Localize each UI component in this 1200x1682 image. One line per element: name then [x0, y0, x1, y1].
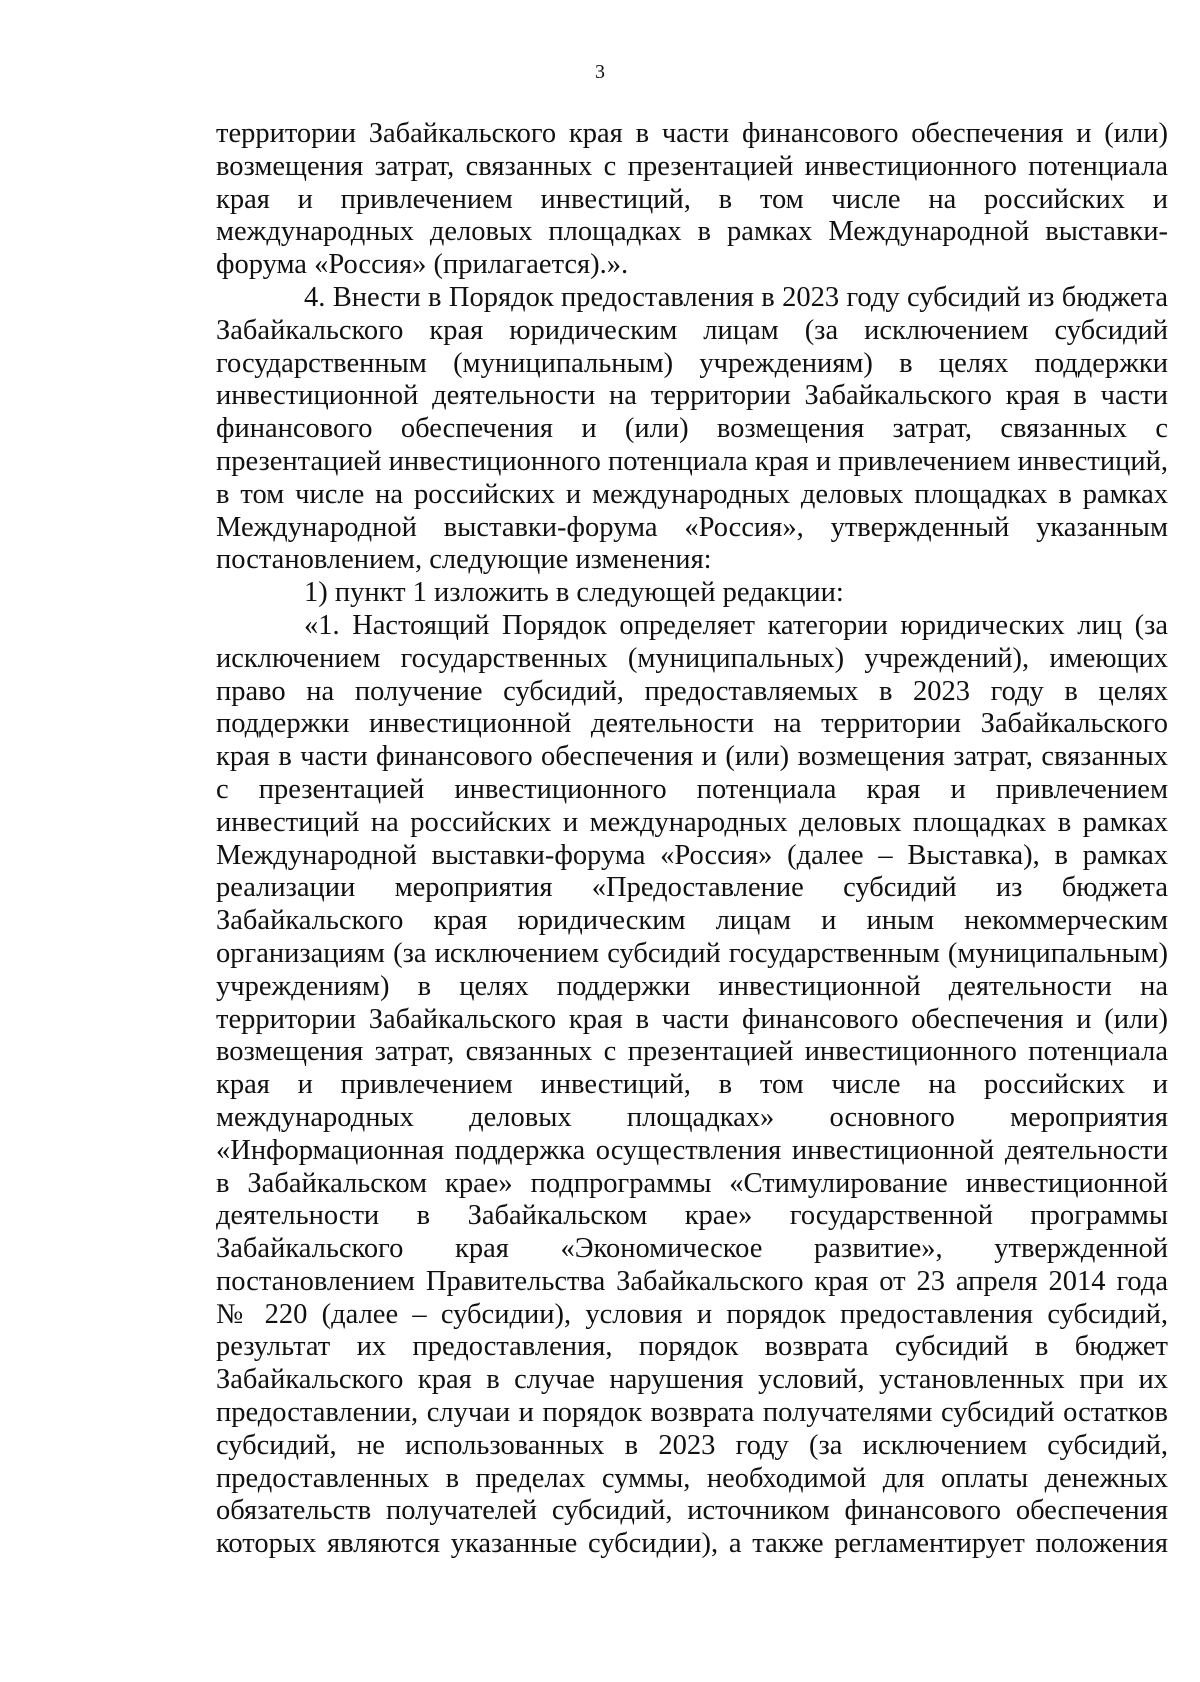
text-line: возмещения затрат, связанных с презентацией инвестиционного потенциала: [216, 150, 1168, 182]
text-line: результат их предоставления, порядок возврата субсидий в бюджет: [216, 1331, 1168, 1363]
text-line: право на получение субсидий, предоставляемых в 2023 году в целях: [216, 675, 1168, 707]
text-line: Забайкальского края «Экономическое развитие», утвержденной: [216, 1233, 1168, 1265]
text-line: учреждениям) в целях поддержки инвестиционной деятельности на: [216, 970, 1168, 1002]
text-line: Забайкальского края юридическим лицам и иным некоммерческим: [216, 905, 1168, 937]
text-line: международных деловых площадках» основного мероприятия: [216, 1101, 1168, 1133]
text-line: исключением государственных (муниципальных) учреждений), имеющих: [216, 642, 1168, 674]
text-line: субсидий, не использованных в 2023 году (за исключением субсидий,: [216, 1429, 1168, 1461]
text-line: края в части финансового обеспечения и (или) возмещения затрат, связанных: [216, 741, 1168, 773]
text-line: Международной выставки-форума «Россия», утвержденный указанным: [216, 511, 1168, 543]
text-line: края и привлечением инвестиций, в том числе на российских и: [216, 183, 1168, 215]
text-line: организациям (за исключением субсидий государственным (муниципальным): [216, 937, 1168, 969]
text-line: № 220 (далее – субсидии), условия и порядок предоставления субсидий,: [216, 1298, 1168, 1330]
text-line: «1. Настоящий Порядок определяет категории юридических лиц (за: [304, 609, 1168, 641]
document-body: [216, 118, 1168, 1561]
text-line: территории Забайкальского края в части финансового обеспечения и (или): [216, 1003, 1168, 1035]
text-line: форума «Россия» (прилагается).».: [216, 249, 629, 281]
text-line: реализации мероприятия «Предоставление субсидий из бюджета: [216, 872, 1168, 904]
text-line: предоставленных в пределах суммы, необходимой для оплаты денежных: [216, 1462, 1168, 1494]
text-line: с презентацией инвестиционного потенциала края и привлечением: [216, 773, 1168, 805]
text-line: постановлением, следующие изменения:: [216, 544, 712, 576]
text-line: презентацией инвестиционного потенциала края и привлечением инвестиций,: [216, 445, 1168, 477]
text-line: постановлением Правительства Забайкальского края от 23 апреля 2014 года: [216, 1265, 1168, 1297]
text-line: края и привлечением инвестиций, в том числе на российских и: [216, 1069, 1168, 1101]
text-line: Международной выставки-форума «Россия» (далее – Выставка), в рамках: [216, 839, 1168, 871]
text-line: деятельности в Забайкальском крае» государственной программы: [216, 1200, 1168, 1232]
text-line: 4. Внести в Порядок предоставления в 2023 году субсидий из бюджета: [304, 281, 1168, 313]
text-line: государственным (муниципальным) учреждениям) в целях поддержки: [216, 347, 1168, 379]
text-line: «Информационная поддержка осуществления инвестиционной деятельности: [216, 1134, 1168, 1166]
text-line: инвестиционной деятельности на территории Забайкальского края в части: [216, 380, 1168, 412]
text-line: в Забайкальском крае» подпрограммы «Стимулирование инвестиционной: [216, 1167, 1168, 1199]
text-line: инвестиций на российских и международных деловых площадках в рамках: [216, 806, 1168, 838]
text-line: Забайкальского края в случае нарушения условий, установленных при их: [216, 1364, 1168, 1396]
text-line: Забайкальского края юридическим лицам (за исключением субсидий: [216, 314, 1168, 346]
text-line: международных деловых площадках в рамках Международной выставки-: [216, 216, 1168, 248]
text-line: обязательств получателей субсидий, источником финансового обеспечения: [216, 1495, 1168, 1527]
text-line: поддержки инвестиционной деятельности на территории Забайкальского: [216, 708, 1168, 740]
text-line: в том числе на российских и международных деловых площадках в рамках: [216, 478, 1168, 510]
text-line: 1) пункт 1 изложить в следующей редакции:: [304, 577, 844, 609]
text-line: финансового обеспечения и (или) возмещения затрат, связанных с: [216, 413, 1168, 445]
text-line: предоставлении, случаи и порядок возврата получателями субсидий остатков: [216, 1397, 1168, 1429]
text-line: возмещения затрат, связанных с презентацией инвестиционного потенциала: [216, 1036, 1168, 1068]
text-line: которых являются указанные субсидии), а также регламентирует положения: [216, 1528, 1168, 1560]
text-line: территории Забайкальского края в части финансового обеспечения и (или): [216, 118, 1168, 149]
page-number: 3: [595, 61, 605, 83]
